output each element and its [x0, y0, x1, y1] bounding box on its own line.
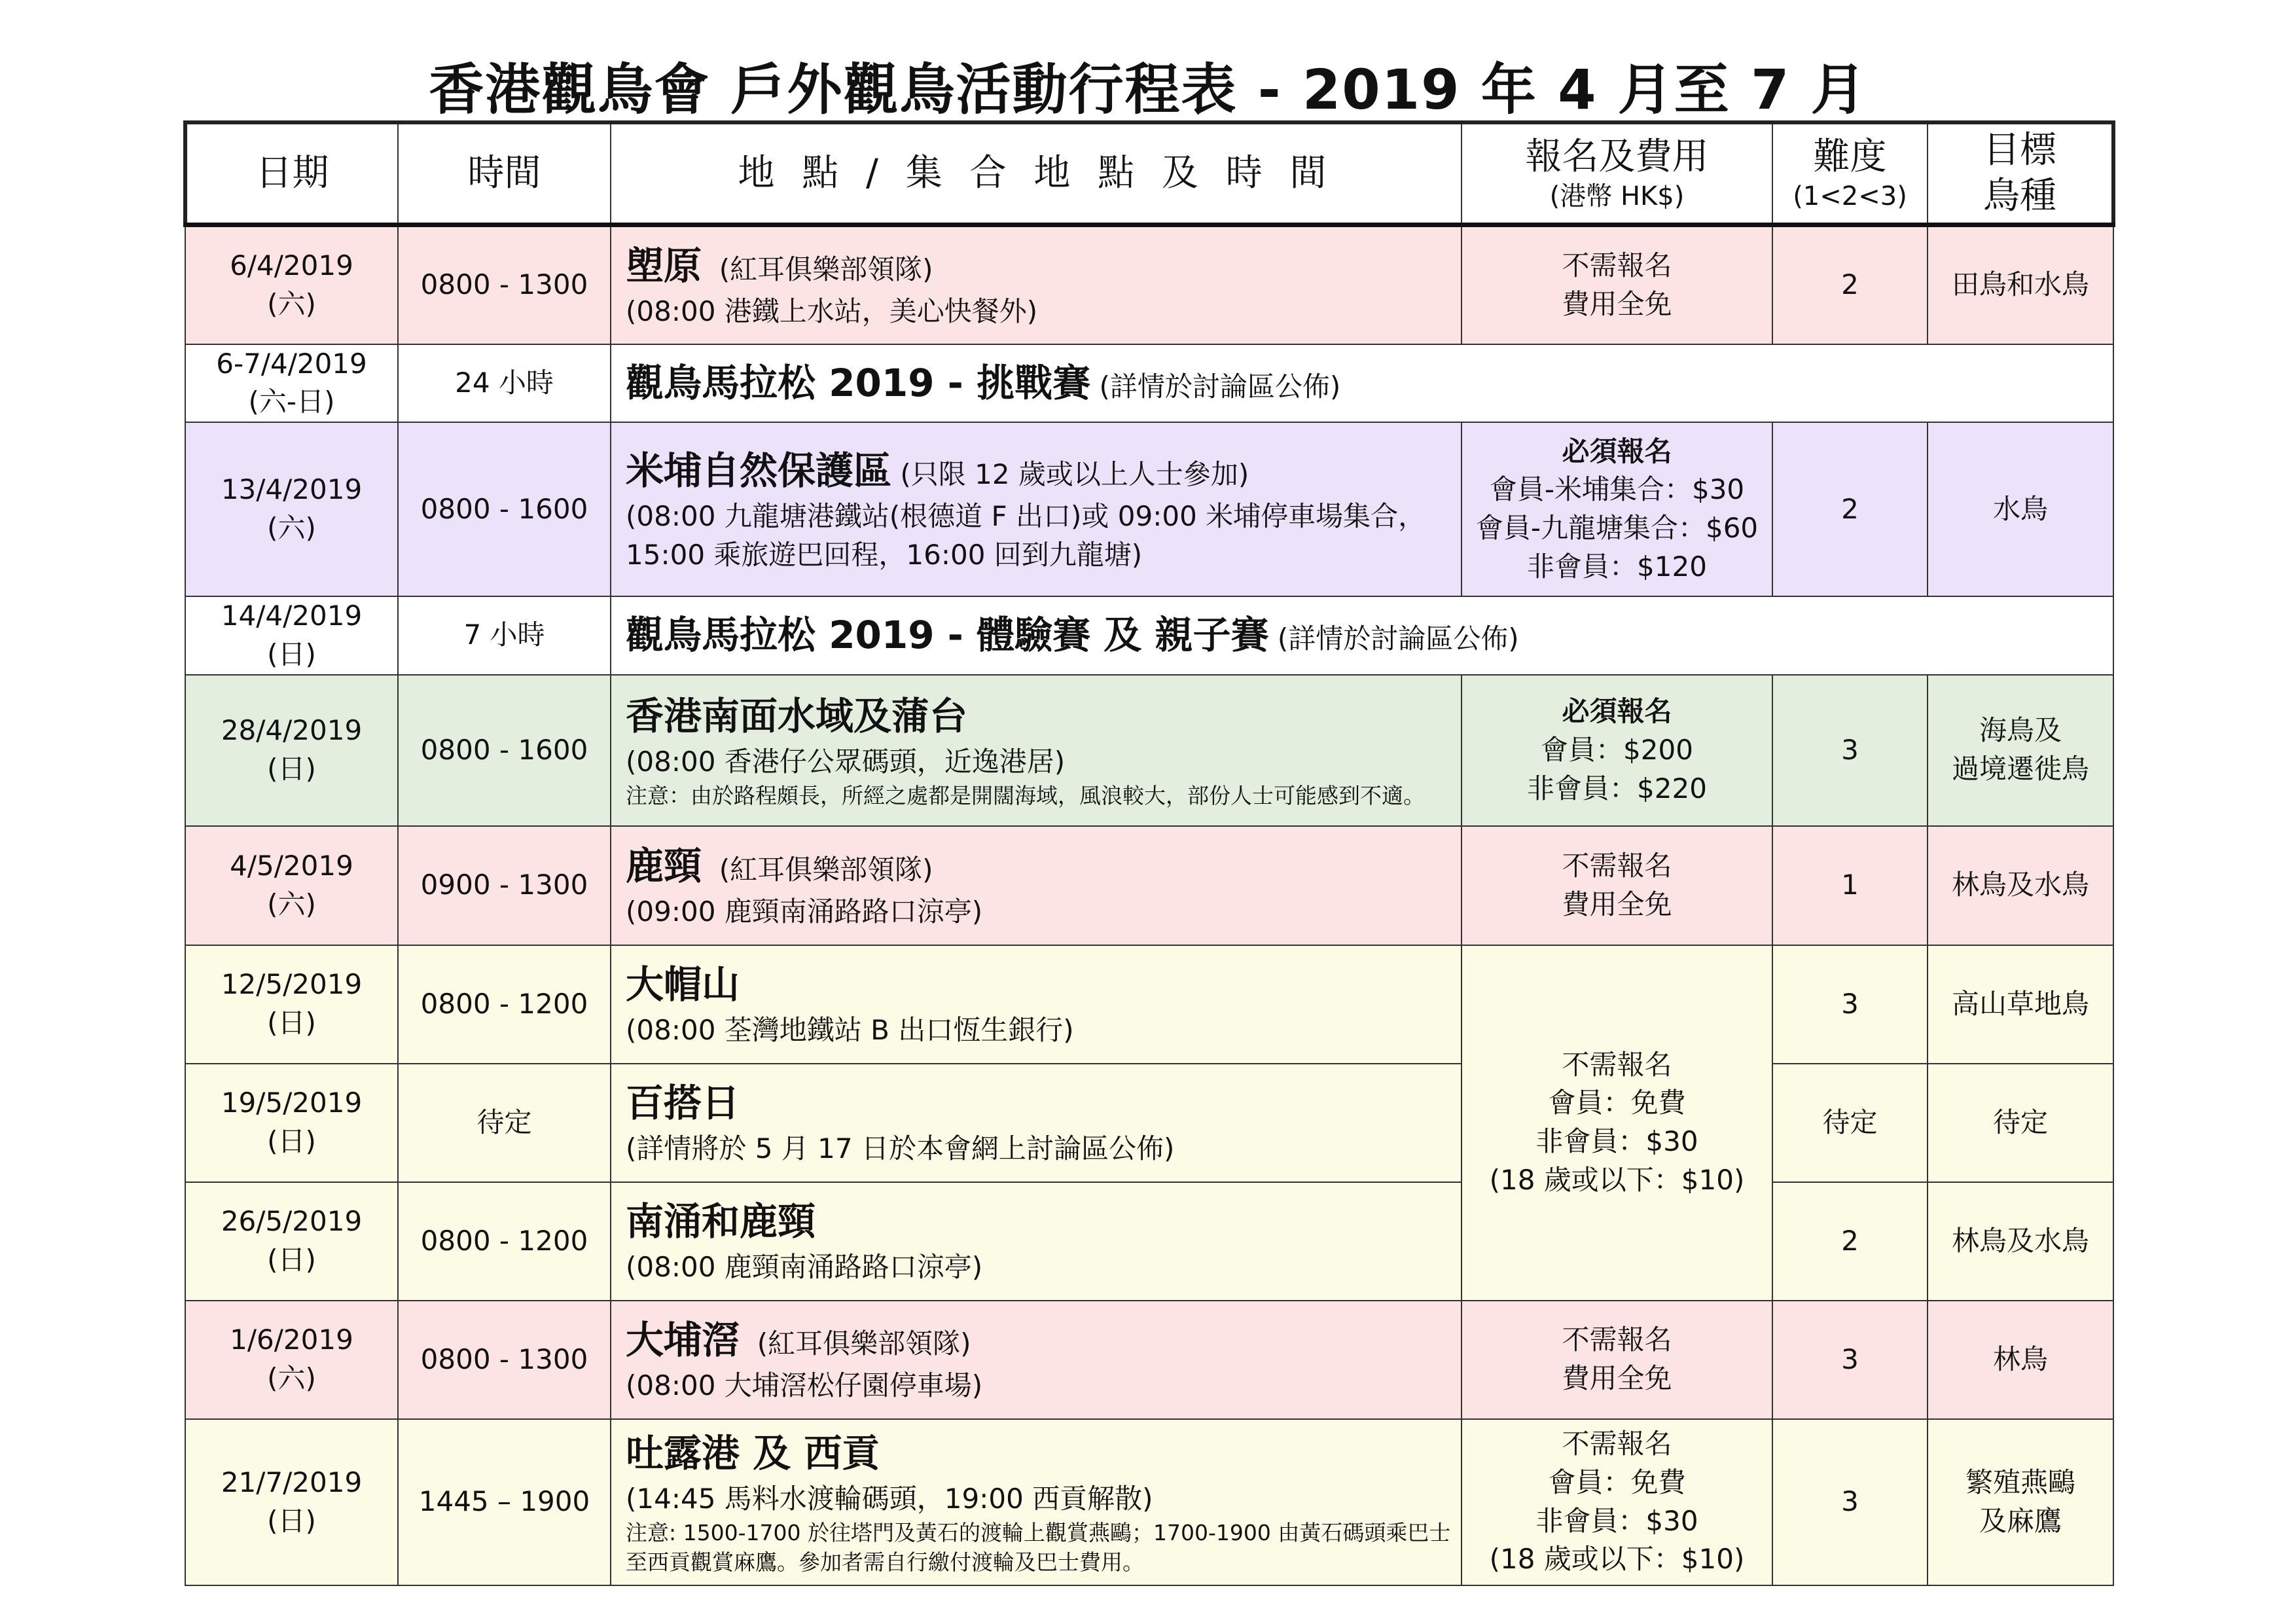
weekday: (日) — [267, 1504, 316, 1537]
weekday: (日) — [267, 1244, 316, 1276]
weekday: (六-日) — [248, 386, 335, 418]
time-cell: 0800 - 1300 — [398, 225, 611, 344]
target-cell: 林鳥及水鳥 — [1928, 826, 2113, 945]
fee-line: 非會員：$30 — [1535, 1125, 1698, 1158]
place-cell — [611, 826, 1462, 945]
fee-line: 不需報名 — [1562, 1428, 1672, 1460]
header-time: 時間 — [398, 122, 611, 225]
difficulty-cell: 2 — [1772, 1182, 1928, 1301]
date: 14/4/2019 — [221, 600, 363, 632]
date-cell — [185, 1182, 398, 1301]
date: 28/4/2019 — [221, 714, 363, 747]
place-detail: (08:00 大埔滘松仔園停車場) — [626, 1369, 983, 1402]
fee-cell — [1462, 225, 1772, 344]
date: 6-7/4/2019 — [216, 347, 367, 380]
weekday: (日) — [267, 1007, 316, 1039]
fee-line: 費用全免 — [1562, 888, 1672, 920]
place-name: 南涌和鹿頸 — [626, 1199, 816, 1244]
time-cell: 0800 - 1300 — [398, 1301, 611, 1419]
table-row — [185, 1419, 2113, 1585]
fee-line: 會員：免費 — [1548, 1087, 1686, 1119]
place-cell — [611, 596, 2113, 675]
date: 4/5/2019 — [230, 849, 353, 882]
weekday: (日) — [267, 1125, 316, 1158]
place-detail: 15:00 乘旅遊巴回程，16:00 回到九龍塘) — [626, 538, 1143, 571]
time-cell: 待定 — [398, 1064, 611, 1182]
place-name: 吐露港 及 西貢 — [626, 1431, 880, 1476]
place-detail: (08:00 荃灣地鐵站 B 出口恆生銀行) — [626, 1014, 1074, 1047]
time-cell: 0800 - 1200 — [398, 1182, 611, 1301]
target-cell: 林鳥 — [1928, 1301, 2113, 1419]
difficulty-cell: 3 — [1772, 1419, 1928, 1585]
target-cell: 高山草地鳥 — [1928, 945, 2113, 1064]
header-difficulty-label: 難度 — [1813, 135, 1887, 178]
target-cell — [1928, 1419, 2113, 1585]
weekday: (六) — [267, 512, 316, 545]
place-name: 塱原 — [626, 243, 702, 288]
target-line: 及麻鷹 — [1979, 1504, 2062, 1537]
date-cell — [185, 1301, 398, 1419]
place-remark: 注意：由於路程頗長，所經之處都是開闊海域，風浪較大，部份人士可能感到不適。 — [626, 782, 1425, 808]
shared-fee-cell — [1462, 945, 1772, 1301]
header-fee-label: 報名及費用 — [1525, 135, 1709, 178]
place-cell — [611, 1419, 1462, 1585]
place-note: (只限 12 歲或以上人士參加) — [900, 458, 1249, 490]
place-detail: (08:00 九龍塘港鐵站(根德道 F 出口)或 09:00 米埔停車場集合， — [626, 499, 1426, 532]
target-cell: 林鳥及水鳥 — [1928, 1182, 2113, 1301]
weekday: (六) — [267, 888, 316, 920]
fee-line: 會員-米埔集合：$30 — [1489, 473, 1745, 506]
fee-line: 非會員：$220 — [1527, 772, 1707, 804]
place-cell — [611, 422, 1462, 596]
date-cell — [185, 596, 398, 675]
place-note: (紅耳俱樂部領隊) — [719, 253, 933, 285]
header-fee — [1462, 122, 1772, 225]
date: 26/5/2019 — [221, 1205, 363, 1238]
header-target-line-2: 鳥種 — [1983, 175, 2056, 217]
fee-cell — [1462, 1419, 1772, 1585]
place-detail: (14:45 馬料水渡輪碼頭，19:00 西貢解散) — [626, 1483, 1153, 1515]
table-row — [185, 596, 2113, 675]
date-cell — [185, 1064, 398, 1182]
date-cell — [185, 675, 398, 826]
place-cell — [611, 344, 2113, 423]
table-row — [185, 675, 2113, 826]
fee-line: 不需報名 — [1562, 849, 1672, 882]
fee-cell — [1462, 675, 1772, 826]
date: 19/5/2019 — [221, 1087, 363, 1119]
place-note: (詳情於討論區公佈) — [1099, 370, 1341, 403]
place-name: 百搭日 — [626, 1081, 740, 1126]
date: 13/4/2019 — [221, 473, 363, 506]
header-date: 日期 — [185, 122, 398, 225]
time-cell: 0800 - 1600 — [398, 422, 611, 596]
weekday: (六) — [267, 287, 316, 320]
fee-cell — [1462, 826, 1772, 945]
time-cell: 7 小時 — [398, 596, 611, 675]
table-row — [185, 344, 2113, 423]
page-title: 香港觀鳥會 戶外觀鳥活動行程表 - 2019 年 4 月至 7 月 — [429, 58, 1867, 122]
fee-line: 必須報名 — [1562, 695, 1672, 727]
place-name: 大帽山 — [626, 962, 740, 1007]
time-cell: 24 小時 — [398, 344, 611, 423]
fee-line: (18 歲或以下：$10) — [1489, 1543, 1745, 1576]
difficulty-cell: 3 — [1772, 945, 1928, 1064]
header-target-line-1: 目標 — [1983, 129, 2056, 171]
date: 1/6/2019 — [230, 1324, 353, 1356]
fee-line: 會員：免費 — [1548, 1466, 1686, 1498]
weekday: (六) — [267, 1362, 316, 1395]
difficulty-cell: 2 — [1772, 225, 1928, 344]
time-cell: 1445 – 1900 — [398, 1419, 611, 1585]
time-cell: 0900 - 1300 — [398, 826, 611, 945]
target-cell: 田鳥和水鳥 — [1928, 225, 2113, 344]
fee-line: 費用全免 — [1562, 287, 1672, 320]
place-remark: 注意: 1500-1700 於往塔門及黃石的渡輪上觀賞燕鷗；1700-1900 由黃石碼頭乘巴士 — [626, 1520, 1451, 1546]
date: 12/5/2019 — [221, 968, 363, 1001]
place-cell — [611, 1064, 1462, 1182]
target-cell — [1928, 675, 2113, 826]
target-line: 過境遷徙鳥 — [1951, 753, 2089, 785]
header-fee-sub: (港幣 HK$) — [1549, 181, 1685, 211]
target-line: 海鳥及 — [1979, 714, 2062, 747]
table-header-row — [185, 122, 2113, 225]
table-row — [185, 225, 2113, 344]
difficulty-cell: 3 — [1772, 675, 1928, 826]
time-cell: 0800 - 1200 — [398, 945, 611, 1064]
place-note: (紅耳俱樂部領隊) — [757, 1327, 971, 1360]
date-cell — [185, 422, 398, 596]
fee-cell — [1462, 1301, 1772, 1419]
place-cell — [611, 945, 1462, 1064]
header-place: 地 點 / 集 合 地 點 及 時 間 — [611, 122, 1462, 225]
difficulty-cell: 2 — [1772, 422, 1928, 596]
difficulty-cell: 1 — [1772, 826, 1928, 945]
table-row — [185, 945, 2113, 1064]
place-remark: 至西貢觀賞麻鷹。參加者需自行繳付渡輪及巴士費用。 — [626, 1549, 1144, 1575]
place-detail: (08:00 港鐵上水站，美心快餐外) — [626, 295, 1038, 327]
place-cell — [611, 675, 1462, 826]
place-detail: (08:00 鹿頸南涌路路口涼亭) — [626, 1251, 983, 1284]
fee-cell — [1462, 422, 1772, 596]
place-name: 觀鳥馬拉松 2019 - 體驗賽 及 親子賽 — [626, 613, 1269, 658]
fee-line: 不需報名 — [1562, 1324, 1672, 1356]
place-name: 觀鳥馬拉松 2019 - 挑戰賽 — [626, 360, 1091, 405]
difficulty-cell: 3 — [1772, 1301, 1928, 1419]
place-cell — [611, 1301, 1462, 1419]
date-cell — [185, 826, 398, 945]
header-target — [1928, 122, 2113, 225]
fee-line: 不需報名 — [1562, 1048, 1672, 1081]
table-row — [185, 826, 2113, 945]
target-cell: 待定 — [1928, 1064, 2113, 1182]
table-row — [185, 1182, 2113, 1301]
fee-line: 會員-九龍塘集合：$60 — [1475, 512, 1759, 545]
table-row — [185, 422, 2113, 596]
place-name: 鹿頸 — [626, 843, 702, 888]
place-note: (紅耳俱樂部領隊) — [719, 853, 933, 886]
place-detail: (09:00 鹿頸南涌路路口涼亭) — [626, 895, 983, 928]
target-line: 繁殖燕鷗 — [1965, 1466, 2075, 1498]
fee-line: 非會員：$120 — [1527, 550, 1707, 583]
difficulty-cell: 待定 — [1772, 1064, 1928, 1182]
schedule-table — [183, 120, 2115, 1586]
place-detail: (詳情將於 5 月 17 日於本會網上討論區公佈) — [626, 1132, 1175, 1165]
fee-line: 必須報名 — [1562, 435, 1672, 467]
header-difficulty-sub: (1<2<3) — [1793, 181, 1907, 211]
fee-line: 非會員：$30 — [1535, 1504, 1698, 1537]
time-cell: 0800 - 1600 — [398, 675, 611, 826]
table-row — [185, 1064, 2113, 1182]
table-row — [185, 1301, 2113, 1419]
fee-line: 會員：$200 — [1541, 733, 1693, 766]
date-cell — [185, 225, 398, 344]
target-cell: 水鳥 — [1928, 422, 2113, 596]
place-name: 大埔滘 — [626, 1318, 740, 1363]
fee-line: 不需報名 — [1562, 249, 1672, 281]
place-cell — [611, 1182, 1462, 1301]
date-cell — [185, 344, 398, 423]
place-name: 米埔自然保護區 — [626, 448, 892, 493]
fee-line: 費用全免 — [1562, 1362, 1672, 1395]
date-cell — [185, 945, 398, 1064]
weekday: (日) — [267, 638, 316, 670]
place-note: (詳情於討論區公佈) — [1277, 623, 1519, 655]
place-cell — [611, 225, 1462, 344]
date: 6/4/2019 — [230, 249, 353, 281]
weekday: (日) — [267, 753, 316, 785]
header-difficulty — [1772, 122, 1928, 225]
place-name: 香港南面水域及蒲台 — [626, 693, 968, 738]
date: 21/7/2019 — [221, 1466, 363, 1498]
fee-line: (18 歲或以下：$10) — [1489, 1163, 1745, 1196]
date-cell — [185, 1419, 398, 1585]
place-detail: (08:00 香港仔公眾碼頭，近逸港居) — [626, 746, 1066, 778]
